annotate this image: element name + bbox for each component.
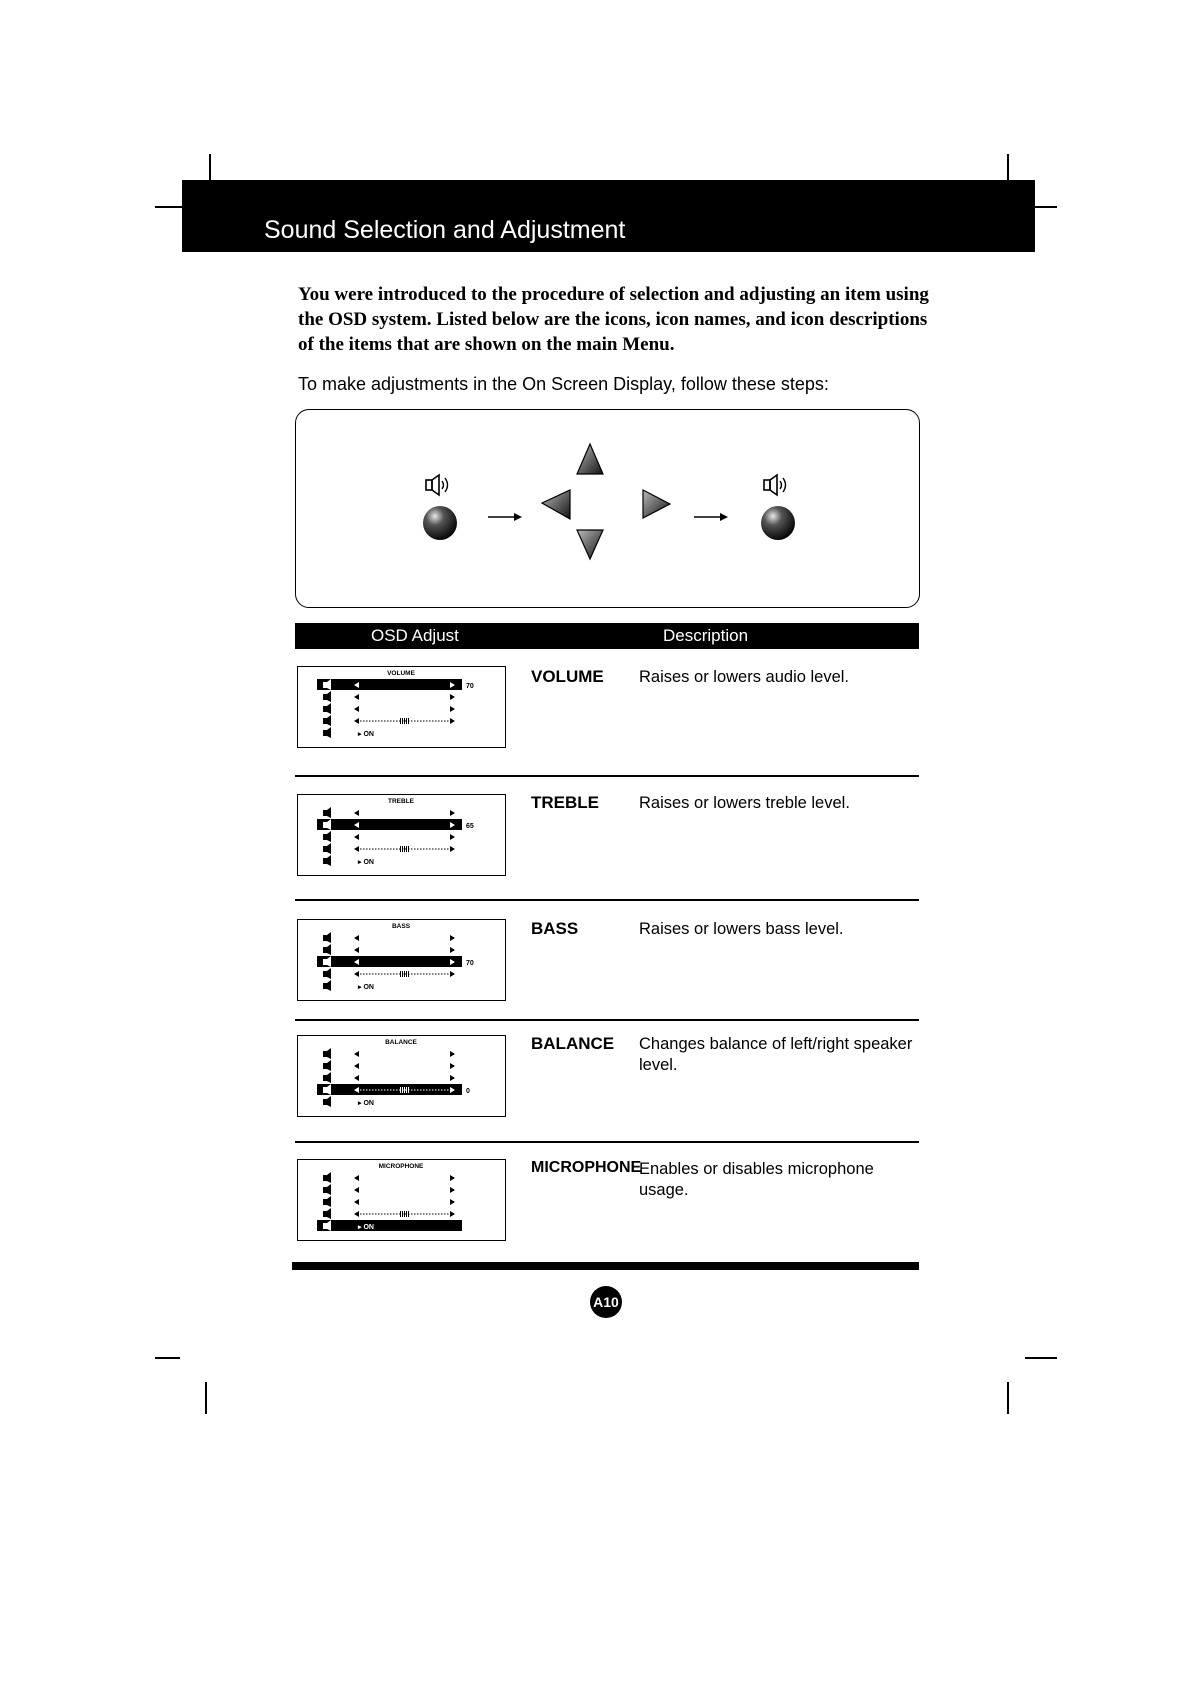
osd-balance-tick bbox=[406, 1087, 407, 1093]
osd-balance-tick bbox=[404, 971, 405, 977]
osd-left-arrow-icon bbox=[354, 935, 359, 941]
table-header bbox=[295, 623, 919, 649]
table-row bbox=[295, 899, 919, 1019]
item-name: MICROPHONE bbox=[531, 1159, 642, 1176]
speaker-icon bbox=[323, 1172, 331, 1183]
crop-mark bbox=[155, 1357, 180, 1359]
osd-left-arrow-icon bbox=[354, 834, 359, 840]
osd-left-arrow-icon bbox=[354, 810, 359, 816]
crop-mark bbox=[1025, 1357, 1057, 1359]
osd-right-arrow-icon bbox=[450, 947, 455, 953]
osd-selection-highlight bbox=[317, 819, 462, 830]
osd-menu-bass bbox=[297, 919, 506, 1001]
button-icon bbox=[761, 506, 795, 540]
osd-menu-balance bbox=[297, 1035, 506, 1117]
osd-title: BASS bbox=[391, 923, 411, 930]
speaker-icon bbox=[323, 932, 331, 943]
osd-left-arrow-icon bbox=[354, 1063, 359, 1069]
osd-right-arrow-icon bbox=[450, 834, 455, 840]
osd-balance-tick bbox=[400, 1211, 401, 1217]
speaker-icon bbox=[426, 475, 448, 495]
osd-right-arrow-icon bbox=[450, 1175, 455, 1181]
item-name: BALANCE bbox=[531, 1034, 615, 1053]
osd-value: 65 bbox=[466, 823, 474, 830]
table-row bbox=[295, 1019, 919, 1141]
table-row bbox=[295, 649, 919, 775]
osd-selection-highlight bbox=[317, 1084, 462, 1095]
microphone-icon bbox=[323, 1096, 331, 1107]
treble-clef-icon bbox=[323, 1184, 331, 1195]
osd-balance-tick bbox=[402, 718, 403, 724]
osd-left-arrow-icon bbox=[354, 718, 359, 724]
balance-icon bbox=[323, 968, 331, 979]
osd-left-arrow-icon bbox=[354, 971, 359, 977]
osd-balance-tick bbox=[408, 1211, 409, 1217]
osd-balance-tick bbox=[404, 1211, 405, 1217]
crop-mark bbox=[205, 1382, 207, 1414]
osd-right-arrow-icon bbox=[450, 1211, 455, 1217]
bass-clef-icon bbox=[323, 1196, 331, 1207]
osd-menu-volume bbox=[297, 666, 506, 748]
osd-balance-tick bbox=[408, 846, 409, 852]
treble-clef-icon bbox=[323, 691, 331, 702]
treble-clef-icon bbox=[323, 1060, 331, 1071]
speaker-icon bbox=[323, 807, 331, 818]
osd-right-arrow-icon bbox=[450, 694, 455, 700]
bass-clef-icon bbox=[323, 831, 331, 842]
osd-balance-tick bbox=[408, 718, 409, 724]
osd-balance-tick bbox=[406, 846, 407, 852]
osd-title: TREBLE bbox=[388, 798, 414, 805]
speaker-icon bbox=[764, 475, 786, 495]
osd-left-arrow-icon bbox=[354, 1211, 359, 1217]
osd-left-arrow-icon bbox=[354, 1075, 359, 1081]
osd-thumbnail bbox=[298, 1036, 505, 1116]
osd-balance-tick bbox=[404, 846, 405, 852]
item-name: TREBLE bbox=[531, 793, 599, 812]
osd-right-arrow-icon bbox=[450, 1051, 455, 1057]
osd-right-arrow-icon bbox=[450, 810, 455, 816]
bass-clef-icon bbox=[323, 703, 331, 714]
osd-right-arrow-icon bbox=[450, 935, 455, 941]
arrow-right-icon bbox=[488, 513, 522, 521]
balance-icon bbox=[323, 1208, 331, 1219]
osd-left-arrow-icon bbox=[354, 947, 359, 953]
arrow-right-icon bbox=[694, 513, 728, 521]
osd-right-arrow-icon bbox=[450, 1199, 455, 1205]
item-description: Raises or lowers treble level. bbox=[639, 794, 850, 812]
section-header bbox=[182, 180, 1035, 252]
osd-selection-highlight bbox=[317, 1220, 462, 1231]
osd-on-label: ▸ ON bbox=[358, 984, 374, 991]
microphone-icon bbox=[323, 727, 331, 738]
osd-balance-tick bbox=[400, 718, 401, 724]
osd-right-arrow-icon bbox=[450, 1075, 455, 1081]
osd-balance-tick bbox=[400, 846, 401, 852]
osd-menu-microphone bbox=[297, 1159, 506, 1241]
crop-mark bbox=[1035, 206, 1057, 208]
osd-title: BALANCE bbox=[385, 1039, 417, 1046]
table-row bbox=[295, 1141, 919, 1261]
arrow-right-icon bbox=[643, 490, 670, 518]
osd-right-arrow-icon bbox=[450, 718, 455, 724]
item-description: Raises or lowers audio level. bbox=[639, 668, 850, 686]
arrow-left-icon bbox=[542, 490, 570, 519]
osd-selection-highlight bbox=[317, 956, 462, 967]
bottom-rule bbox=[292, 1262, 919, 1270]
microphone-icon bbox=[323, 980, 331, 991]
osd-value: 70 bbox=[466, 683, 474, 690]
osd-left-arrow-icon bbox=[354, 846, 359, 852]
steps-instruction: To make adjustments in the On Screen Display, follow these steps: bbox=[298, 374, 829, 394]
button-sequence-diagram bbox=[295, 409, 920, 608]
item-name: BASS bbox=[531, 919, 579, 938]
osd-selection-highlight bbox=[317, 679, 462, 690]
item-description: Enables or disables microphone usage. bbox=[639, 1160, 874, 1199]
osd-left-arrow-icon bbox=[354, 1051, 359, 1057]
osd-value: 0 bbox=[466, 1088, 470, 1095]
osd-right-arrow-icon bbox=[450, 971, 455, 977]
intro-paragraph: You were introduced to the procedure of selection and adjusting an item using the OSD system. Listed below are the icons, icon names, and icon descriptions of the items that are shown on the main Menu. bbox=[298, 284, 929, 355]
osd-balance-tick bbox=[402, 1087, 403, 1093]
crop-mark bbox=[155, 206, 183, 208]
osd-thumbnail bbox=[298, 795, 505, 875]
osd-balance-tick bbox=[402, 846, 403, 852]
osd-thumbnail bbox=[298, 667, 505, 747]
item-description: Changes balance of left/right speaker level. bbox=[639, 1035, 913, 1074]
osd-right-arrow-icon bbox=[450, 1187, 455, 1193]
speaker-icon bbox=[323, 1048, 331, 1059]
osd-menu-treble bbox=[297, 794, 506, 876]
table-row bbox=[295, 775, 919, 899]
crop-mark bbox=[1007, 1382, 1009, 1414]
item-description: Raises or lowers bass level. bbox=[639, 920, 844, 938]
osd-right-arrow-icon bbox=[450, 1063, 455, 1069]
osd-left-arrow-icon bbox=[354, 694, 359, 700]
arrow-up-icon bbox=[577, 444, 603, 474]
osd-left-arrow-icon bbox=[354, 1175, 359, 1181]
osd-thumbnail bbox=[298, 920, 505, 1000]
osd-right-arrow-icon bbox=[450, 706, 455, 712]
osd-on-label: ▸ ON bbox=[358, 1100, 374, 1107]
section-title: Sound Selection and Adjustment bbox=[264, 216, 626, 244]
osd-balance-tick bbox=[406, 971, 407, 977]
balance-icon bbox=[323, 715, 331, 726]
bass-clef-icon bbox=[323, 1072, 331, 1083]
arrow-down-icon bbox=[577, 530, 603, 559]
osd-balance-tick bbox=[406, 718, 407, 724]
page-number: A10 bbox=[590, 1286, 622, 1318]
osd-value: 70 bbox=[466, 960, 474, 967]
column-header-osd-adjust: OSD Adjust bbox=[371, 626, 459, 645]
osd-balance-tick bbox=[400, 1087, 401, 1093]
osd-on-label: ▸ ON bbox=[358, 1224, 374, 1231]
column-header-description: Description bbox=[663, 626, 749, 645]
osd-balance-tick bbox=[404, 718, 405, 724]
osd-left-arrow-icon bbox=[354, 1199, 359, 1205]
osd-balance-tick bbox=[402, 1211, 403, 1217]
osd-thumbnail bbox=[298, 1160, 505, 1240]
osd-balance-tick bbox=[402, 971, 403, 977]
osd-balance-tick bbox=[400, 971, 401, 977]
osd-on-label: ▸ ON bbox=[358, 731, 374, 738]
treble-clef-icon bbox=[323, 944, 331, 955]
osd-left-arrow-icon bbox=[354, 1187, 359, 1193]
osd-balance-tick bbox=[404, 1087, 405, 1093]
microphone-icon bbox=[323, 855, 331, 866]
osd-title: VOLUME bbox=[387, 670, 415, 677]
osd-balance-tick bbox=[408, 971, 409, 977]
button-icon bbox=[423, 506, 457, 540]
balance-icon bbox=[323, 843, 331, 854]
item-name: VOLUME bbox=[531, 667, 604, 686]
osd-left-arrow-icon bbox=[354, 706, 359, 712]
osd-balance-tick bbox=[408, 1087, 409, 1093]
osd-right-arrow-icon bbox=[450, 846, 455, 852]
osd-balance-tick bbox=[406, 1211, 407, 1217]
osd-on-label: ▸ ON bbox=[358, 859, 374, 866]
osd-title: MICROPHONE bbox=[378, 1163, 424, 1170]
